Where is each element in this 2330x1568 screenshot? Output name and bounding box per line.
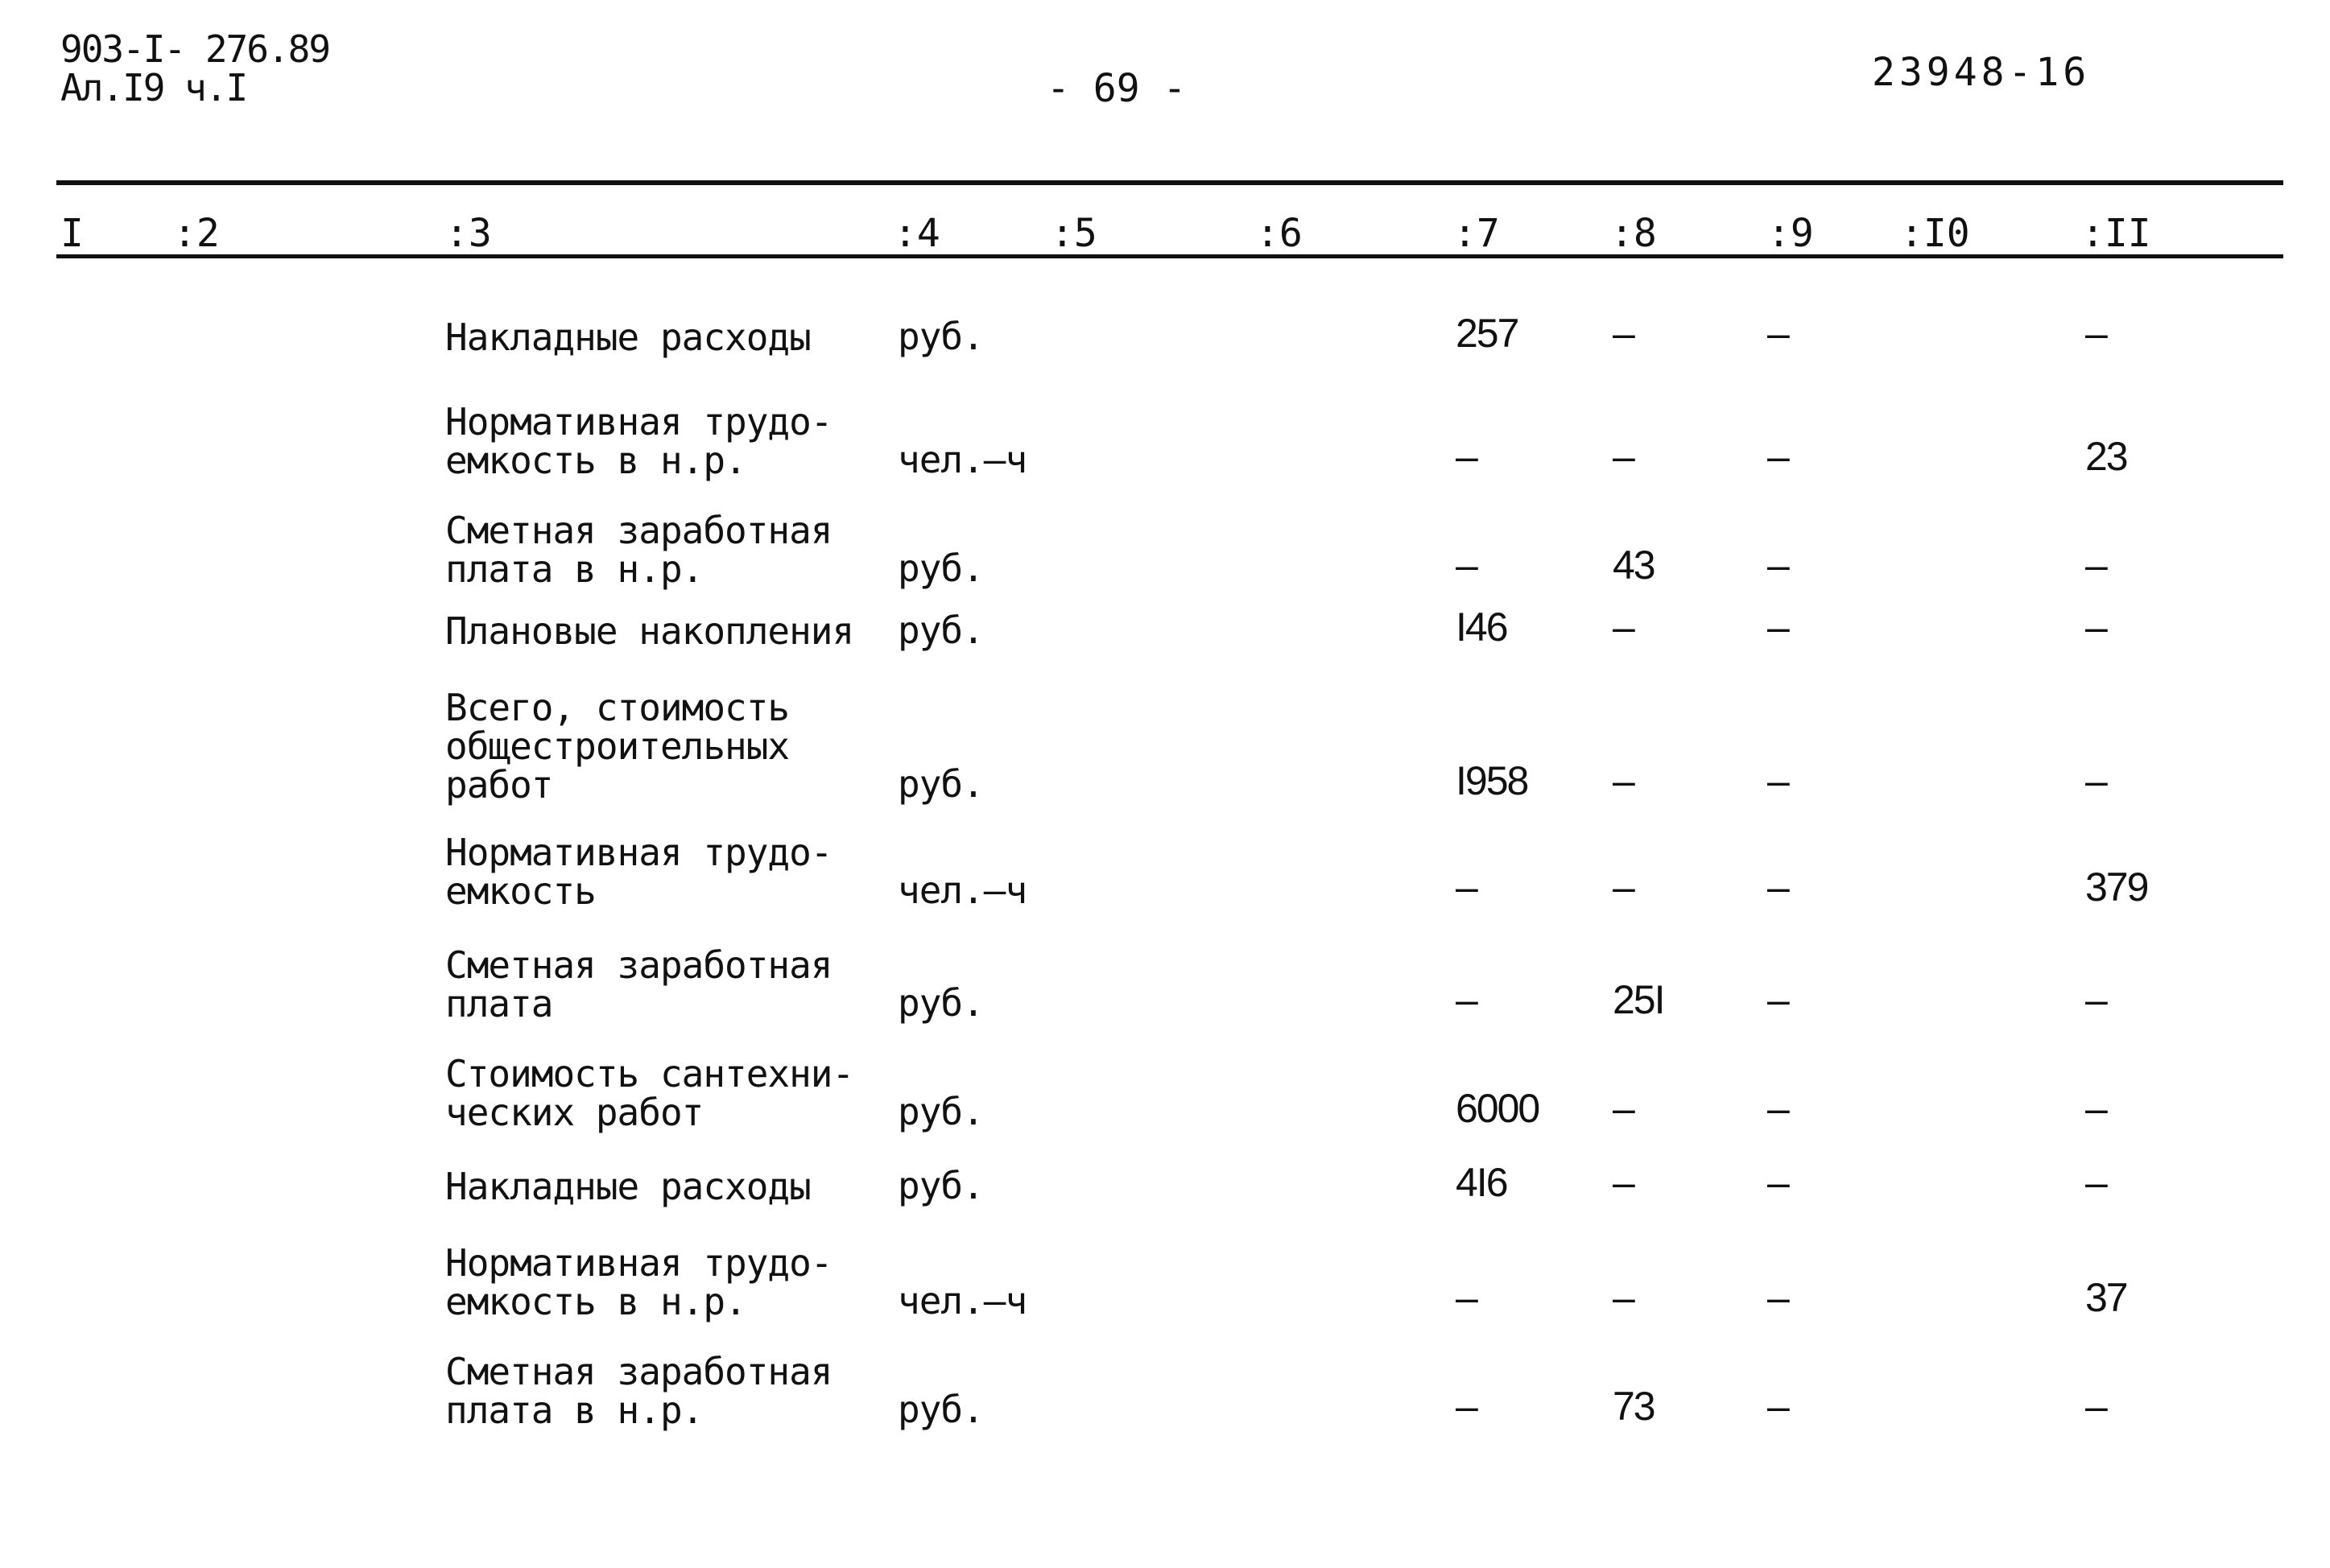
cell-col9: –: [1767, 1160, 1788, 1205]
cell-col11: –: [2085, 605, 2106, 650]
column-header-5: :5: [1051, 211, 1097, 256]
cell-col8: –: [1613, 1275, 1634, 1320]
row-unit: чел.–ч: [898, 869, 1027, 912]
cell-col7: –: [1456, 543, 1477, 588]
cell-col7: –: [1456, 1384, 1477, 1429]
cell-col9: –: [1767, 605, 1788, 650]
column-header-9: :9: [1767, 211, 1814, 256]
row-unit: руб.: [898, 315, 984, 358]
column-header-8: :8: [1610, 211, 1657, 256]
row-label: Нормативная трудо- емкость в н.р.: [445, 1241, 832, 1323]
row-unit: руб.: [898, 981, 984, 1025]
sheet-reference: Ал.I9 ч.I: [60, 66, 247, 109]
column-header-4: :4: [894, 211, 940, 256]
cell-col8: –: [1613, 1086, 1634, 1131]
cell-col9: –: [1767, 543, 1788, 588]
page-number: - 69 -: [1047, 66, 1187, 111]
cell-col11: –: [2085, 543, 2106, 588]
row-label: Сметная заработная плата: [445, 943, 832, 1025]
cell-col9: –: [1767, 977, 1788, 1022]
cell-col8: –: [1613, 864, 1634, 910]
row-unit: чел.–ч: [898, 438, 1027, 481]
cell-col8: –: [1613, 605, 1634, 650]
cell-col11: –: [2085, 1086, 2106, 1131]
cell-col7: –: [1456, 977, 1477, 1022]
column-header-2: :2: [173, 211, 220, 256]
column-header-7: :7: [1453, 211, 1500, 256]
cell-col7: –: [1456, 434, 1477, 479]
table-top-rule: [56, 180, 2283, 185]
column-header-1: I: [60, 211, 84, 256]
cell-col8: –: [1613, 1160, 1634, 1205]
cell-col8: –: [1613, 311, 1634, 356]
cell-col9: –: [1767, 434, 1788, 479]
cell-col9: –: [1767, 1384, 1788, 1429]
row-unit: руб.: [898, 1388, 984, 1431]
row-label: Накладные расходы: [445, 316, 811, 359]
row-label: Всего, стоимость общестроительных работ: [445, 686, 790, 807]
row-label: Нормативная трудо- емкость в н.р.: [445, 400, 832, 482]
row-unit: чел.–ч: [898, 1279, 1027, 1322]
archive-number: 23948-16: [1872, 50, 2091, 95]
cell-col7: 4I6: [1456, 1160, 1507, 1205]
cell-col11: –: [2085, 1384, 2106, 1429]
row-unit: руб.: [898, 1090, 984, 1133]
cell-col8: 25I: [1613, 977, 1664, 1022]
row-label: Накладные расходы: [445, 1165, 811, 1208]
row-unit: руб.: [898, 762, 984, 806]
cell-col9: –: [1767, 311, 1788, 356]
cell-col7: I46: [1456, 605, 1507, 650]
cell-col11: –: [2085, 1160, 2106, 1205]
cell-col11: –: [2085, 977, 2106, 1022]
cell-col7: –: [1456, 1275, 1477, 1320]
cell-col7: 257: [1456, 311, 1518, 356]
row-label: Сметная заработная плата в н.р.: [445, 1350, 832, 1432]
row-label: Нормативная трудо- емкость: [445, 831, 832, 913]
row-label: Сметная заработная плата в н.р.: [445, 509, 832, 591]
cell-col7: –: [1456, 864, 1477, 910]
cell-col11: 379: [2085, 864, 2148, 910]
column-header-3: :3: [445, 211, 492, 256]
cell-col9: –: [1767, 1275, 1788, 1320]
cell-col8: –: [1613, 758, 1634, 803]
cell-col9: –: [1767, 758, 1788, 803]
column-header-6: :6: [1256, 211, 1303, 256]
cell-col7: 6000: [1456, 1086, 1539, 1131]
cell-col9: –: [1767, 1086, 1788, 1131]
document-code: 903-I- 276.89: [60, 27, 330, 71]
column-header-11: :II: [2081, 211, 2151, 256]
row-label: Стоимость сантехни- ческих работ: [445, 1052, 854, 1134]
cell-col11: –: [2085, 311, 2106, 356]
row-unit: руб.: [898, 547, 984, 590]
row-unit: руб.: [898, 609, 984, 652]
cell-col9: –: [1767, 864, 1788, 910]
cell-col11: –: [2085, 758, 2106, 803]
cell-col11: 37: [2085, 1275, 2127, 1320]
column-header-10: :I0: [1900, 211, 1970, 256]
cell-col8: 73: [1613, 1384, 1655, 1429]
cell-col8: –: [1613, 434, 1634, 479]
cell-col8: 43: [1613, 543, 1655, 588]
cell-col7: I958: [1456, 758, 1528, 803]
row-unit: руб.: [898, 1164, 984, 1207]
row-label: Плановые накопления: [445, 609, 854, 653]
cell-col11: 23: [2085, 434, 2127, 479]
